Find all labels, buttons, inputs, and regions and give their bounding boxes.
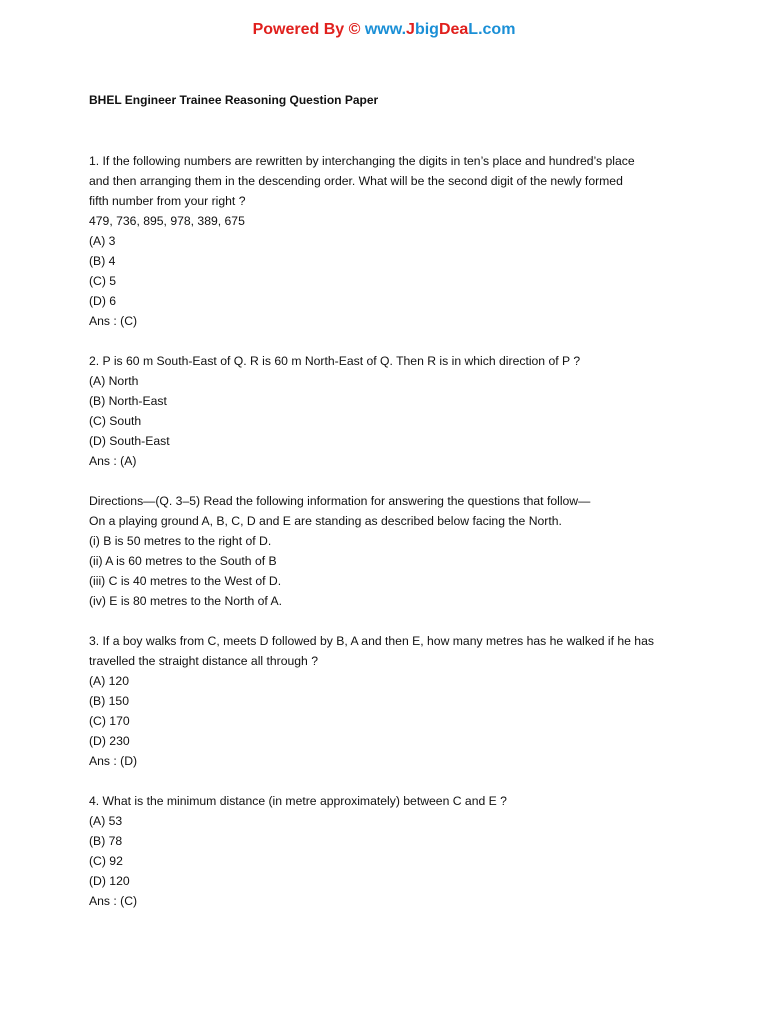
text-line: Ans : (A) bbox=[89, 454, 137, 468]
text-line: (D) 120 bbox=[89, 874, 130, 888]
text-line: (i) B is 50 metres to the right of D. bbox=[89, 534, 272, 548]
text-line: 479, 736, 895, 978, 389, 675 bbox=[89, 214, 245, 228]
text-line: (B) 78 bbox=[89, 834, 123, 848]
site-part-dea[interactable]: Dea bbox=[438, 21, 469, 38]
text-line: (D) 230 bbox=[89, 734, 130, 748]
text-line: Ans : (D) bbox=[89, 754, 138, 768]
document-title: BHEL Engineer Trainee Reasoning Question Paper bbox=[89, 93, 379, 107]
powered-by-label: Powered By © bbox=[252, 21, 361, 38]
text-line: fifth number from your right ? bbox=[89, 194, 246, 208]
text-line: On a playing ground A, B, C, D and E are standing as described below facing the North. bbox=[89, 514, 562, 528]
text-line: 3. If a boy walks from C, meets D followed by B, A and then E, how many metres has he walked if he has bbox=[89, 634, 654, 648]
text-line: 1. If the following numbers are rewritten by interchanging the digits in ten’s place and hundred’s place bbox=[89, 154, 635, 168]
text-line: Ans : (C) bbox=[89, 894, 138, 908]
text-line: (A) 120 bbox=[89, 674, 129, 688]
text-line: (iii) C is 40 metres to the West of D. bbox=[89, 574, 282, 588]
site-letter-l[interactable]: L bbox=[468, 21, 479, 38]
text-line: and then arranging them in the descending order. What will be the second digit of the newly formed bbox=[89, 174, 623, 188]
text-line: 4. What is the minimum distance (in metre approximately) between C and E ? bbox=[89, 794, 507, 808]
text-line: (A) 53 bbox=[89, 814, 123, 828]
text-line: (B) 150 bbox=[89, 694, 129, 708]
text-line: (A) 3 bbox=[89, 234, 116, 248]
text-line: (B) 4 bbox=[89, 254, 116, 268]
site-part-big[interactable]: big bbox=[414, 21, 439, 38]
text-line: Ans : (C) bbox=[89, 314, 138, 328]
text-line: (B) North-East bbox=[89, 394, 167, 408]
site-prefix[interactable]: www. bbox=[364, 21, 407, 38]
text-line: (C) 170 bbox=[89, 714, 130, 728]
text-line: (ii) A is 60 metres to the South of B bbox=[89, 554, 277, 568]
text-line: (D) South-East bbox=[89, 434, 170, 448]
text-line: (iv) E is 80 metres to the North of A. bbox=[89, 594, 283, 608]
text-line: Directions—(Q. 3–5) Read the following information for answering the questions that follow— bbox=[89, 494, 591, 508]
text-line: (C) 92 bbox=[89, 854, 123, 868]
text-line: (C) 5 bbox=[89, 274, 117, 288]
site-suffix[interactable]: .com bbox=[478, 21, 516, 38]
text-line: travelled the straight distance all through ? bbox=[89, 654, 318, 668]
text-line: (C) South bbox=[89, 414, 142, 428]
text-line: 2. P is 60 m South-East of Q. R is 60 m North-East of Q. Then R is in which direction of P ? bbox=[89, 354, 581, 368]
text-line: (A) North bbox=[89, 374, 139, 388]
site-letter-j[interactable]: J bbox=[406, 21, 415, 38]
powered-by-header bbox=[0, 21, 768, 39]
text-line: (D) 6 bbox=[89, 294, 117, 308]
